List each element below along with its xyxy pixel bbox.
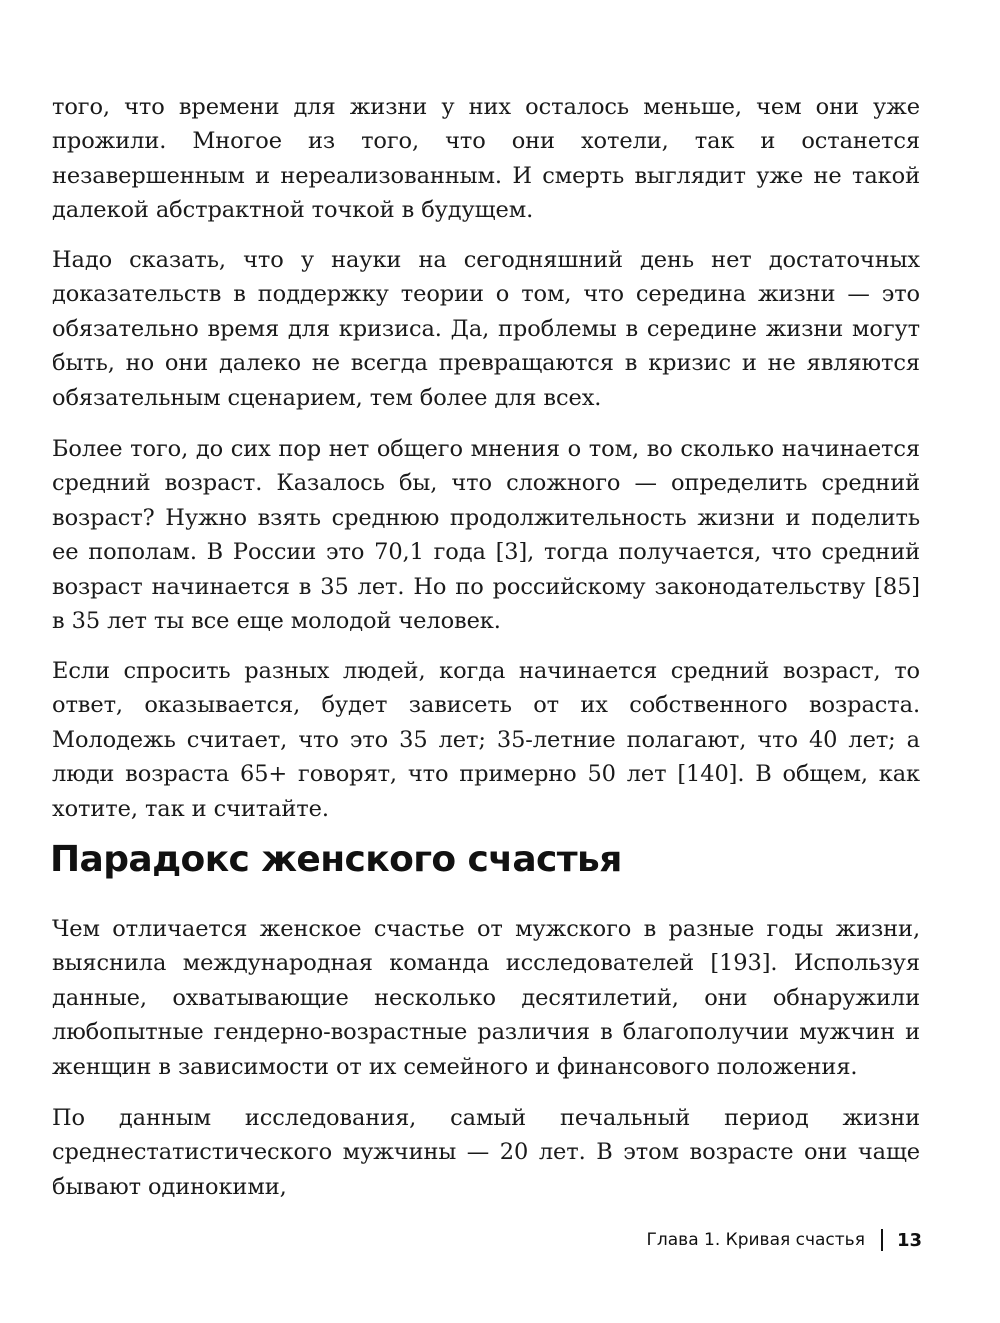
paragraph: По данным исследования, самый печальный период жизни среднестатистического мужчины — 20 лет. В этом возрасте они чаще бывают одинокими, xyxy=(52,1105,920,1200)
paragraph: Если спросить разных людей, когда начинается средний возраст, то ответ, оказывается, будет зависеть от их собственного возраста. Молодежь считает, что это 35 лет; 35-летние полагают, что 40 лет; а люди возраста 65+ говорят, что примерно 50 лет [140]. В общем, как хотите, так и считайте. xyxy=(52,658,920,822)
paragraph: того, что времени для жизни у них осталось меньше, чем они уже прожили. Многое из того, что они хотели, так и останется незавершенным и нереализованным. И смерть выглядит уже не такой далекой абстрактной точкой в будущем. xyxy=(52,94,920,224)
footer-divider xyxy=(881,1229,883,1251)
section-heading: Парадокс женского счастья xyxy=(50,839,622,880)
paragraph: Более того, до сих пор нет общего мнения о том, во сколько начинается средний возраст. Казалось бы, что сложного — определить средний возраст? Нужно взять среднюю продолжительность жизни и поделить ее пополам. В России это 70,1 года [3], тогда получается, что средний возраст начинается в 35 лет. Но по российскому законодательству [85] в 35 лет ты все еще молодой человек. xyxy=(52,436,920,635)
paragraph: Чем отличается женское счастье от мужского в разные годы жизни, выяснила международная команда исследователей [193]. Используя данные, охватывающие несколько десятилетий, они обнаружили любопытные гендерно-возрастные различия в благополучии мужчин и женщин в зависимости от их семейного и финансового положения. xyxy=(52,916,920,1080)
running-footer xyxy=(647,1226,922,1254)
page-number: 13 xyxy=(896,1229,922,1251)
paragraph: Надо сказать, что у науки на сегодняшний день нет достаточных доказательств в поддержку теории о том, что середина жизни — это обязательно время для кризиса. Да, проблемы в середине жизни могут быть, но они далеко не всегда превращаются в кризис и не являются обязательным сценарием, тем более для всех. xyxy=(52,247,920,411)
chapter-title: Глава 1. Кривая счастья xyxy=(646,1230,865,1250)
